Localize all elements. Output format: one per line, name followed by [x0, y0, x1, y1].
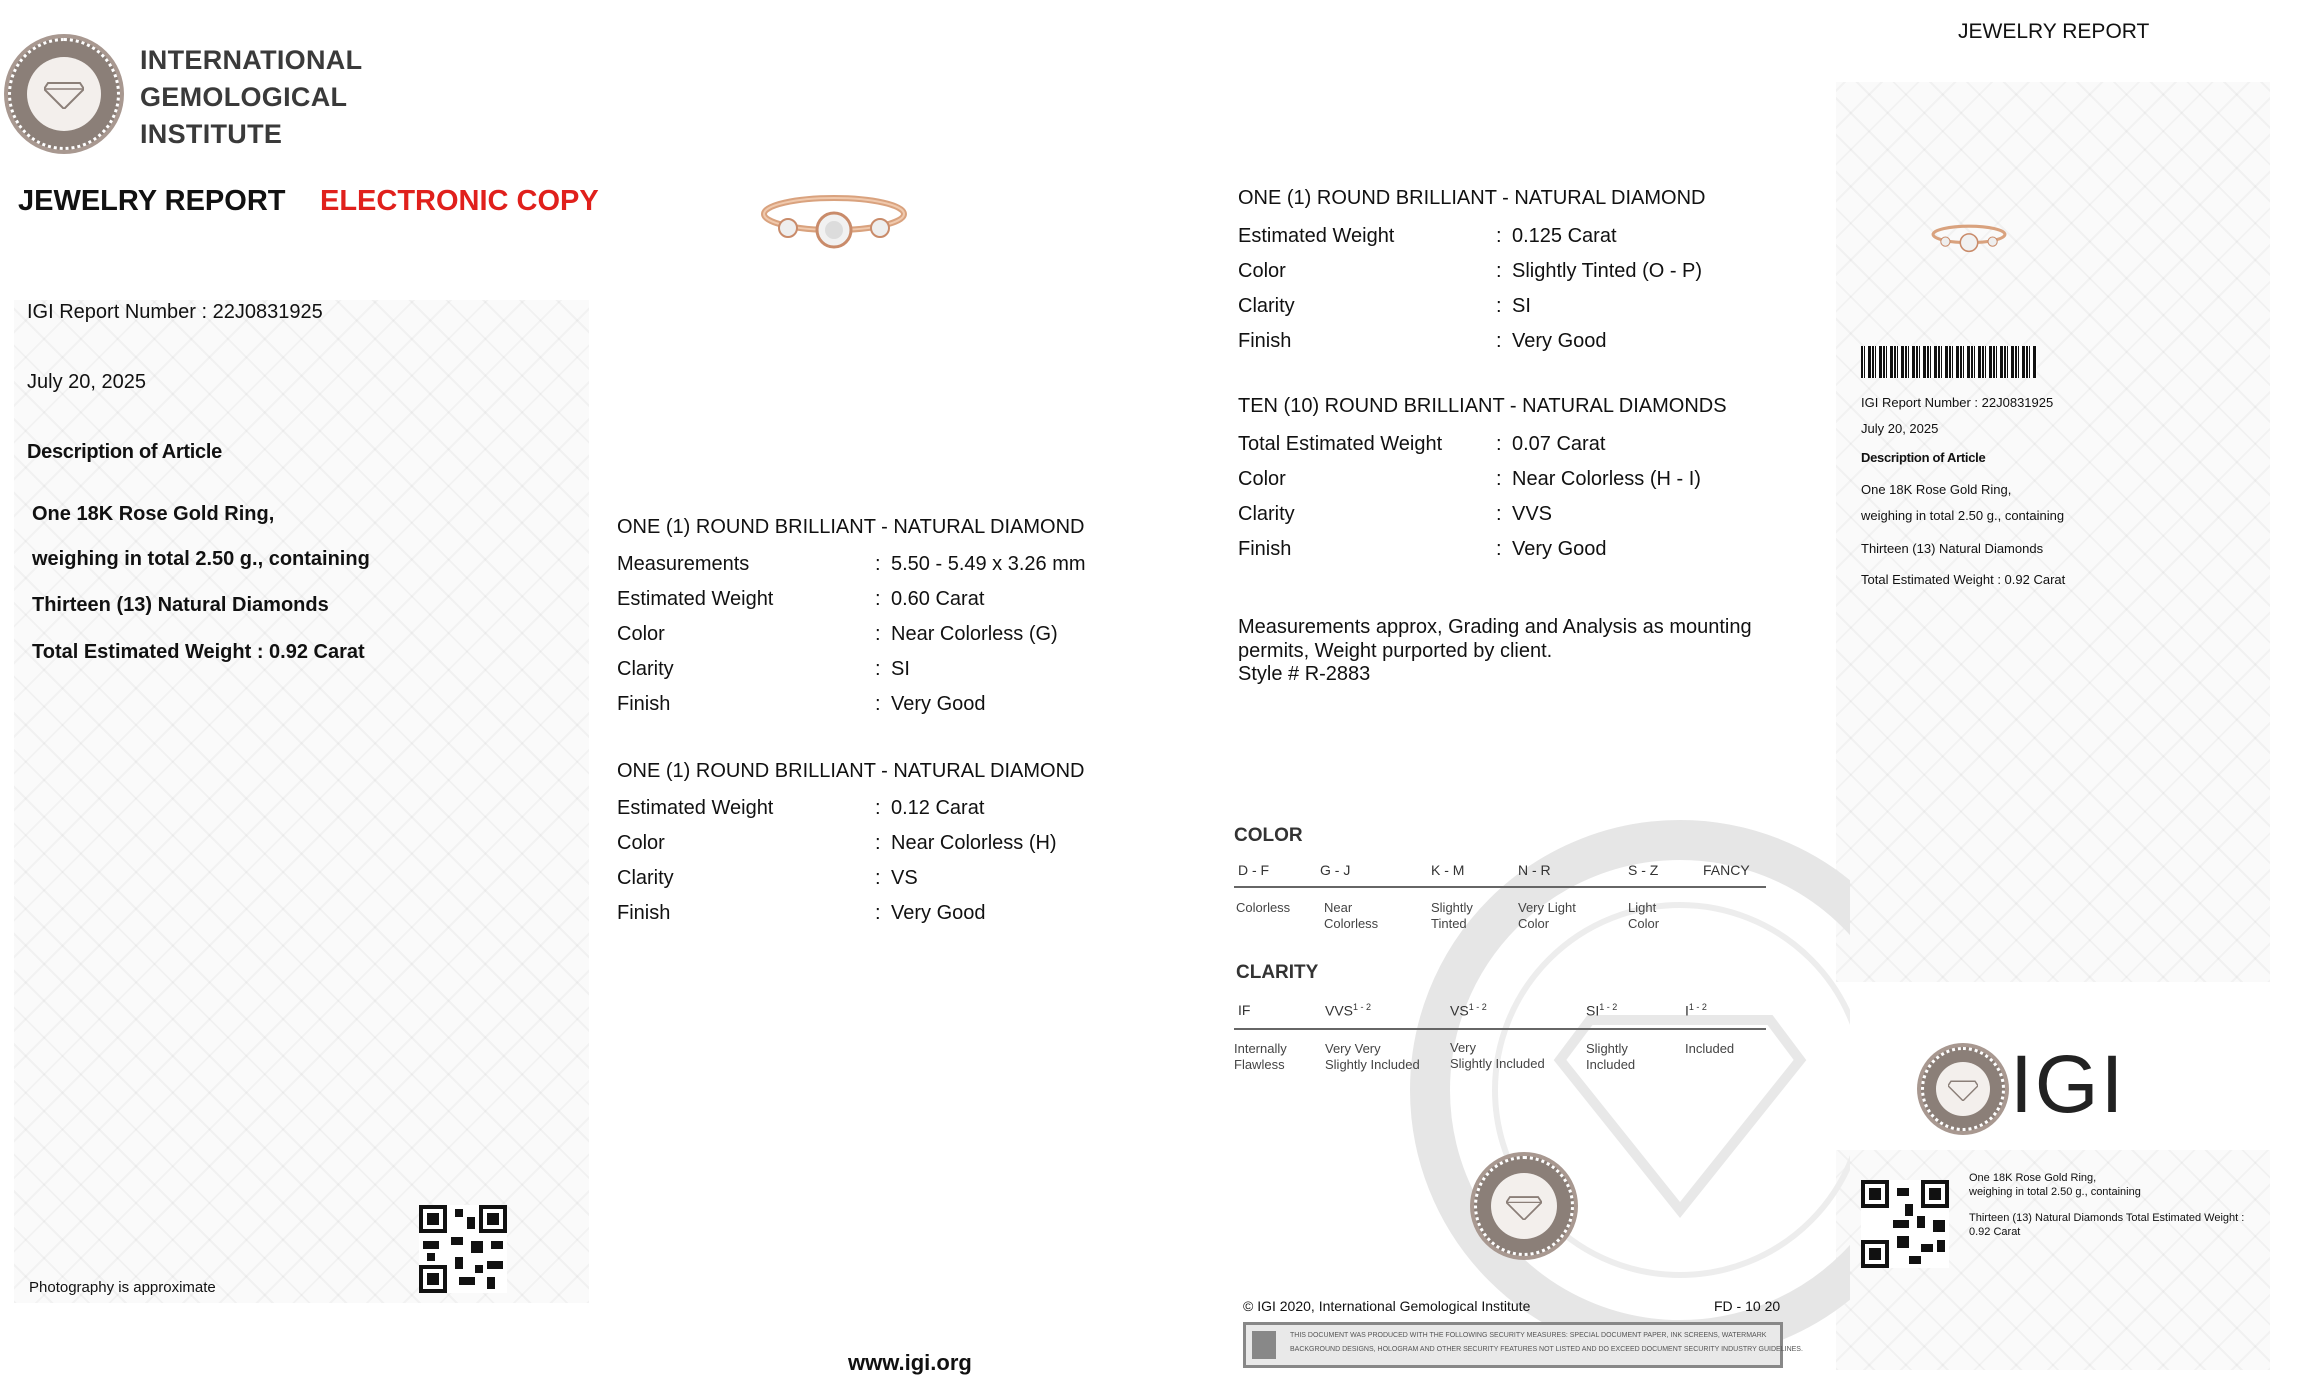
- detail-row: Clarity : SI: [617, 658, 910, 680]
- detail-row: Finish : Very Good: [1238, 330, 1607, 352]
- clarity-scale-line: [1234, 1028, 1766, 1030]
- detail-row: Finish : Very Good: [617, 902, 986, 924]
- color-desc: Colorless: [1324, 916, 1379, 931]
- stub-bottom-line: One 18K Rose Gold Ring,: [1969, 1172, 2097, 1184]
- report-title: JEWELRY REPORT: [18, 185, 286, 217]
- color-scale-line: [1234, 886, 1766, 888]
- ring-photo: [758, 188, 910, 254]
- clarity-desc: Flawless: [1234, 1057, 1285, 1072]
- description-line: One 18K Rose Gold Ring,: [32, 503, 275, 525]
- clarity-desc: Very Very: [1325, 1041, 1381, 1056]
- clarity-scale-heading: CLARITY: [1236, 962, 1319, 983]
- comments-line: Measurements approx, Grading and Analysis as mounting: [1238, 616, 1752, 638]
- detail-row: Estimated Weight : 0.60 Carat: [617, 588, 985, 610]
- detail-row: Total Estimated Weight : 0.07 Carat: [1238, 433, 1606, 455]
- clarity-desc: Slightly Included: [1325, 1057, 1420, 1072]
- form-code: FD - 10 20: [1714, 1298, 1781, 1314]
- org-name-line-1: INTERNATIONAL: [140, 45, 363, 75]
- description-line: Thirteen (13) Natural Diamonds: [32, 594, 329, 616]
- clarity-desc: Very: [1450, 1040, 1477, 1055]
- color-desc: Slightly: [1431, 900, 1473, 915]
- detail-row: Estimated Weight : 0.12 Carat: [617, 797, 985, 819]
- report-number: IGI Report Number : 22J0831925: [27, 301, 323, 323]
- stub-bottom-line: Thirteen (13) Natural Diamonds Total Estimated Weight :: [1969, 1212, 2245, 1224]
- detail-row: Color : Near Colorless (H): [617, 832, 1057, 854]
- color-desc: Light: [1628, 900, 1657, 915]
- comments-line: permits, Weight purported by client.: [1238, 640, 1553, 662]
- top-right-report-title: JEWELRY REPORT: [1958, 20, 2150, 43]
- color-desc: Tinted: [1431, 916, 1467, 931]
- section-title: ONE (1) ROUND BRILLIANT - NATURAL DIAMOND: [1238, 187, 1706, 209]
- igi-seal-logo: [1474, 1156, 1574, 1256]
- igi-seal-logo: [1921, 1047, 2005, 1131]
- color-desc: Color: [1628, 916, 1660, 931]
- clarity-grade: VS$^{1 - 2}$: [1450, 1002, 1487, 1019]
- color-scale-heading: COLOR: [1234, 825, 1303, 846]
- barcode: [1861, 346, 2037, 378]
- security-text: BACKGROUND DESIGNS, HOLOGRAM AND OTHER SECURITY FEATURES NOT LISTED AND DO EXCEED DOCUMENT SECURITY INDUSTRY GUIDELINES.: [1290, 1346, 1803, 1353]
- stub-desc-heading: Description of Article: [1861, 450, 1986, 465]
- detail-row: Color : Slightly Tinted (O - P): [1238, 260, 1703, 282]
- section-title: TEN (10) ROUND BRILLIANT - NATURAL DIAMONDS: [1238, 395, 1727, 417]
- color-grade: S - Z: [1628, 862, 1659, 878]
- color-desc: Color: [1518, 916, 1550, 931]
- stub-report-number: IGI Report Number : 22J0831925: [1861, 395, 2054, 410]
- clarity-desc: Included: [1586, 1057, 1636, 1072]
- clarity-grade: $I^{1 - 2}$: [1685, 1002, 1707, 1019]
- clarity-desc: Slightly: [1586, 1041, 1628, 1056]
- section-title: ONE (1) ROUND BRILLIANT - NATURAL DIAMOND: [617, 760, 1085, 782]
- photography-note: Photography is approximate: [29, 1279, 216, 1296]
- detail-row: Color : Near Colorless (G): [617, 623, 1058, 645]
- detail-row: Finish : Very Good: [1238, 538, 1607, 560]
- detail-row: Color : Near Colorless (H - I): [1238, 468, 1701, 490]
- description-line: weighing in total 2.50 g., containing: [32, 548, 370, 570]
- description-line: Total Estimated Weight : 0.92 Carat: [32, 641, 365, 663]
- website-link[interactable]: www.igi.org: [848, 1350, 972, 1375]
- color-grade: D - F: [1238, 862, 1270, 878]
- clarity-desc: Internally: [1234, 1041, 1287, 1056]
- color-grade: FANCY: [1703, 862, 1750, 878]
- color-desc: Near: [1324, 900, 1353, 915]
- report-date: July 20, 2025: [27, 371, 146, 393]
- detail-row: Measurements : 5.50 - 5.49 x 3.26 mm: [617, 553, 1086, 575]
- qr-code: [419, 1205, 507, 1293]
- stub-ring-photo: [1930, 210, 2008, 266]
- stub-desc-line: Thirteen (13) Natural Diamonds: [1861, 541, 2044, 556]
- stub-bottom-line: 0.92 Carat: [1969, 1226, 2021, 1238]
- igi-seal-logo: [8, 38, 120, 150]
- igi-wordmark: IGI: [2010, 1039, 2126, 1130]
- color-grade: N - R: [1518, 862, 1551, 878]
- org-name-line-3: INSTITUTE: [140, 119, 283, 149]
- color-grade: G - J: [1320, 862, 1351, 878]
- electronic-copy-label: ELECTRONIC COPY: [320, 185, 599, 217]
- stub-desc-line: weighing in total 2.50 g., containing: [1861, 508, 2065, 523]
- stub-desc-line: One 18K Rose Gold Ring,: [1861, 482, 2012, 497]
- copyright: © IGI 2020, International Gemological Institute: [1243, 1298, 1531, 1314]
- background-seal-watermark: [1380, 820, 1850, 1340]
- org-name-line-2: GEMOLOGICAL: [140, 82, 348, 112]
- clarity-grade: IF: [1238, 1002, 1251, 1018]
- stub-qr-code: [1861, 1180, 1949, 1268]
- stub-desc-line: Total Estimated Weight : 0.92 Carat: [1861, 572, 2066, 587]
- detail-row: Clarity : VVS: [1238, 503, 1553, 525]
- clarity-grade: SI$^{1 - 2}$: [1586, 1002, 1618, 1019]
- detail-row: Clarity : SI: [1238, 295, 1531, 317]
- detail-row: Finish : Very Good: [617, 693, 986, 715]
- lock-icon: [1252, 1331, 1276, 1359]
- color-grade: K - M: [1431, 862, 1465, 878]
- clarity-desc: Included: [1685, 1041, 1735, 1056]
- detail-row: Clarity : VS: [617, 867, 918, 889]
- clarity-grade: VVS$^{1 - 2}$: [1325, 1002, 1372, 1019]
- security-text: THIS DOCUMENT WAS PRODUCED WITH THE FOLLOWING SECURITY MEASURES: SPECIAL DOCUMENT PAPER, INK SCREENS, WATERMARK: [1290, 1332, 1767, 1339]
- clarity-desc: Slightly Included: [1450, 1056, 1545, 1071]
- security-strip: [1243, 1322, 1803, 1368]
- color-desc: Very Light: [1518, 900, 1576, 915]
- stub-bottom-line: weighing in total 2.50 g., containing: [1969, 1186, 2141, 1198]
- stub-date: July 20, 2025: [1861, 421, 1939, 436]
- detail-row: Estimated Weight : 0.125 Carat: [1238, 225, 1617, 247]
- section-title: ONE (1) ROUND BRILLIANT - NATURAL DIAMOND: [617, 516, 1085, 538]
- comments-line: Style # R-2883: [1238, 663, 1371, 685]
- color-desc: Colorless: [1236, 900, 1291, 915]
- stub-watermark-panel: [1836, 82, 2270, 982]
- description-heading: Description of Article: [27, 441, 222, 463]
